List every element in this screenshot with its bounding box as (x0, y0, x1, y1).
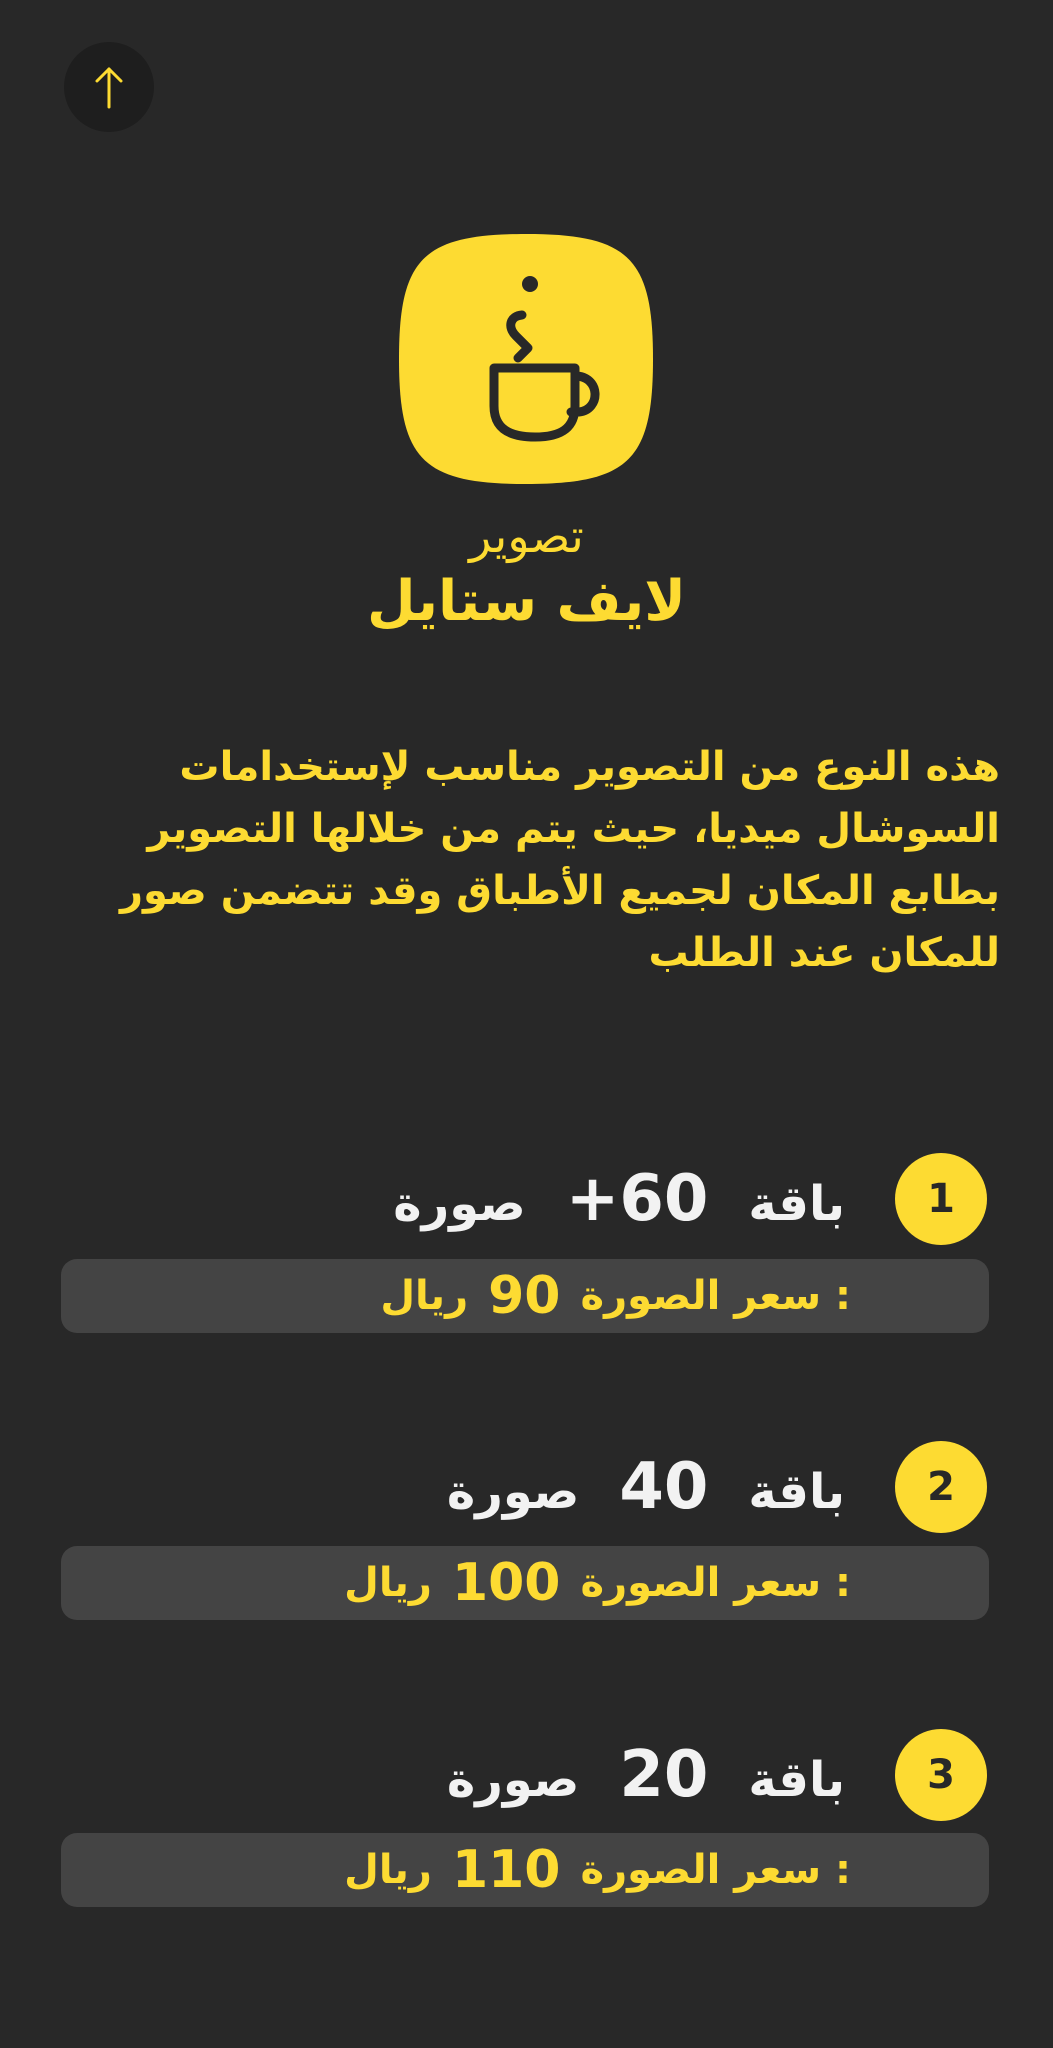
package-unit: صورة (393, 1176, 526, 1232)
price-line (344, 1546, 851, 1620)
price-line (380, 1259, 851, 1333)
package-2-price-bar (61, 1546, 989, 1620)
package-title (393, 1162, 845, 1236)
coffee-cup-icon (397, 232, 655, 486)
package-title (447, 1450, 845, 1524)
price-label: سعر الصورة : (580, 1560, 851, 1606)
package-number-badge: 1 (895, 1153, 987, 1245)
price-label: سعر الصورة : (580, 1847, 851, 1893)
package-2-header[interactable] (447, 1441, 987, 1533)
price-value: 90 (488, 1266, 561, 1326)
package-3-price-bar (61, 1833, 989, 1907)
page-subtitle: تصوير (469, 509, 584, 563)
description-text: هذه النوع من التصوير مناسب لإستخدامات السوشال ميديا، حيث يتم من خلالها التصوير بطابع المكان لجميع الأطباق وقد تتضمن صور للمكان عند الطلب (120, 744, 1000, 976)
arrow-up-icon (89, 63, 129, 111)
page-title: لايف ستايل (367, 569, 686, 634)
price-value: 100 (451, 1553, 561, 1613)
back-button[interactable] (64, 42, 154, 132)
package-word: باقة (748, 1464, 845, 1520)
package-photo-count: +60 (565, 1162, 709, 1236)
package-photo-count: 40 (619, 1450, 709, 1524)
package-unit: صورة (446, 1752, 580, 1808)
package-word: باقة (748, 1176, 845, 1232)
price-currency: ريال (344, 1847, 432, 1893)
price-value: 110 (451, 1840, 561, 1900)
price-currency: ريال (380, 1273, 469, 1319)
price-currency: ريال (344, 1560, 432, 1606)
package-number-badge: 2 (895, 1441, 987, 1533)
package-unit: صورة (446, 1464, 580, 1520)
package-number-badge: 3 (895, 1729, 987, 1821)
price-line (344, 1833, 851, 1907)
package-photo-count: 20 (619, 1738, 709, 1812)
price-label: سعر الصورة : (580, 1273, 851, 1319)
package-title (447, 1738, 845, 1812)
package-1-price-bar (61, 1259, 989, 1333)
package-1-header[interactable] (393, 1153, 987, 1245)
package-3-header[interactable] (447, 1729, 987, 1821)
package-word: باقة (748, 1752, 845, 1808)
